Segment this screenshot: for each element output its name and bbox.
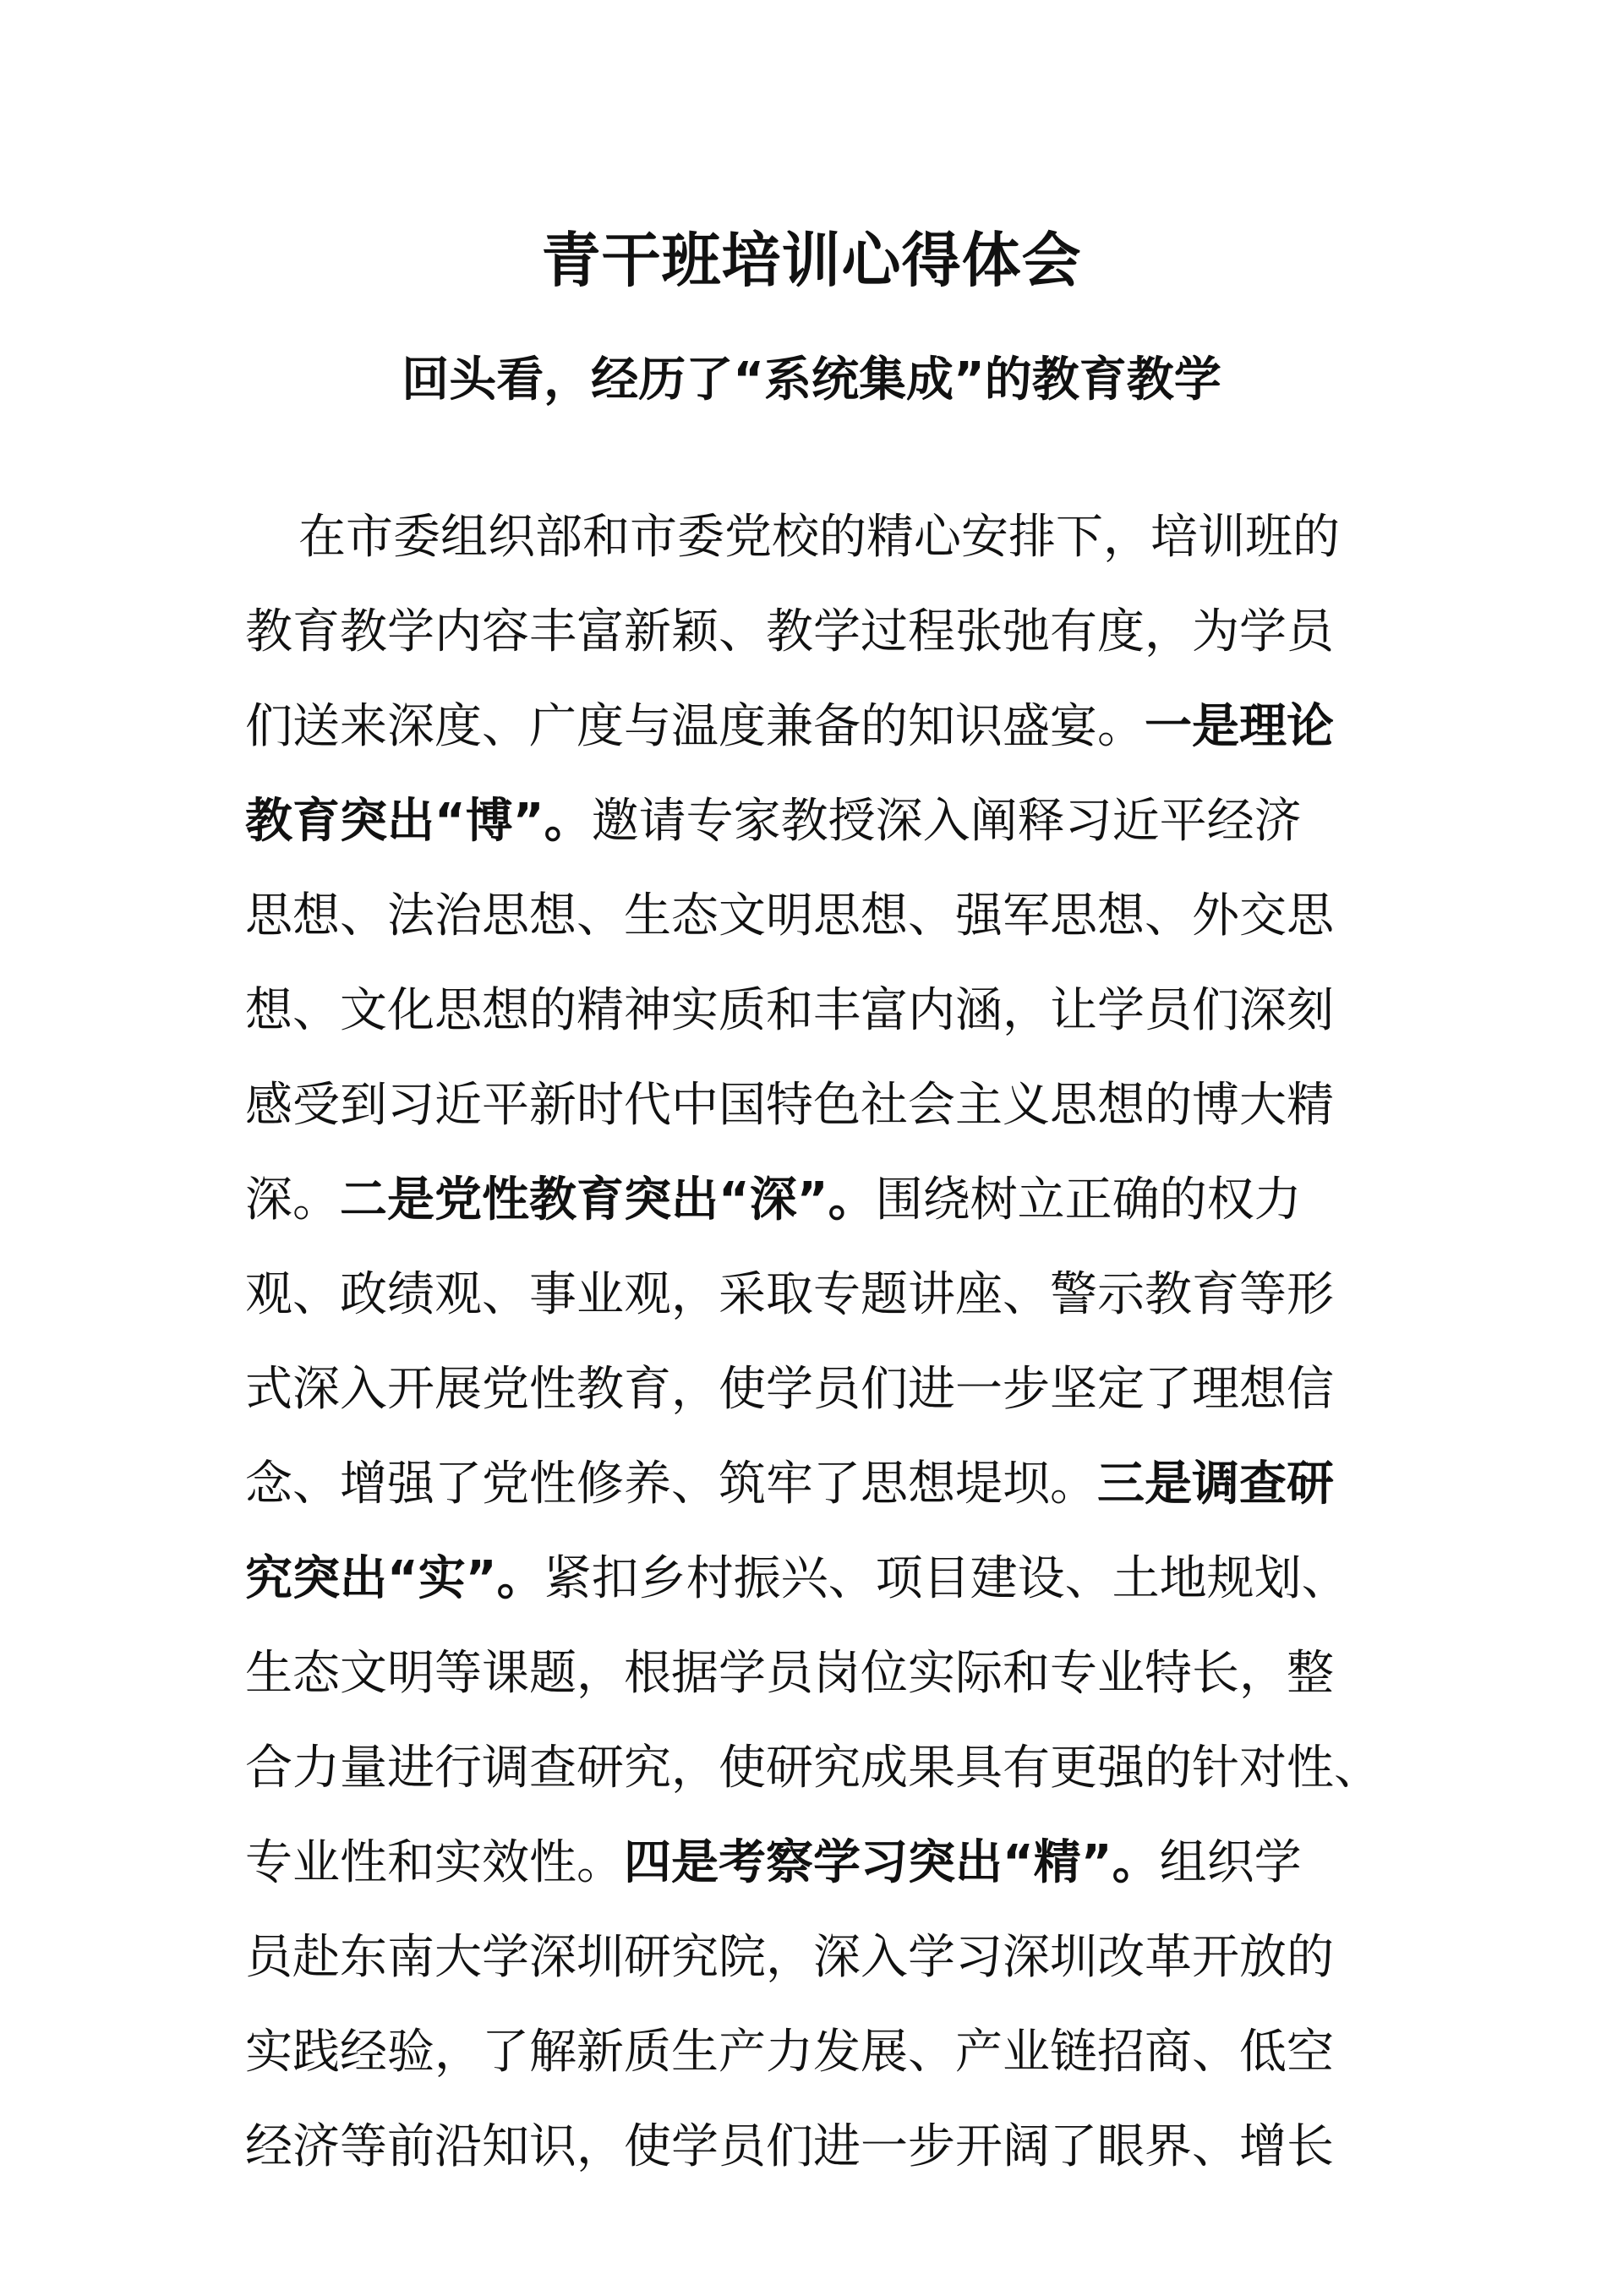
body-line [245,1437,1403,1532]
text-segment: 们送来深度、广度与温度兼备的知识盛宴。 [245,699,1145,754]
text-segment: 经济等前沿知识，使学员们进一步开阔了眼界、增长 [245,2119,1334,2174]
body-line [245,1816,1403,1911]
bold-heading-segment: 究突出“实”。 [245,1551,544,1606]
body-line [245,774,1403,869]
body-paragraph [245,490,1403,2195]
body-line [245,1248,1403,1342]
text-segment: 专业性和实效性。 [245,1835,624,1890]
text-segment: 教育教学内容丰富新颖、教学过程张弛有度，为学员 [245,604,1334,659]
text-segment: 紧扣乡村振兴、项目建设、土地规划、 [544,1551,1349,1606]
body-line [245,964,1403,1058]
body-line [245,1626,1403,1721]
bold-heading-segment: 四是考察学习突出“精”。 [624,1835,1160,1890]
body-line [245,490,1403,585]
text-segment: 思想、法治思想、生态文明思想、强军思想、外交思 [245,888,1334,943]
text-segment: 式深入开展党性教育，使学员们进一步坚定了理想信 [245,1362,1334,1417]
text-segment: 围绕树立正确的权力 [875,1173,1302,1227]
text-segment: 合力量进行调查研究，使研究成果具有更强的针对性、 [245,1741,1381,1796]
body-line [245,1153,1403,1248]
text-segment: 想、文化思想的精神实质和丰富内涵，让学员们深刻 [245,983,1334,1038]
body-line [245,1911,1403,2005]
body-line [245,585,1403,680]
text-segment: 深。 [245,1173,340,1227]
bold-heading-segment: 三是调查研 [1097,1457,1334,1512]
text-segment: 邀请专家教授深入阐释习近平经济 [591,794,1302,849]
text-segment: 念、增强了党性修养、筑牢了思想堤坝。 [245,1457,1097,1512]
body-line [245,680,1403,774]
document-title: 青干班培训心得体会 [541,226,1082,295]
text-segment: 感受到习近平新时代中国特色社会主义思想的博大精 [245,1078,1334,1133]
body-line [245,1721,1403,1816]
text-segment: 生态文明等课题，根据学员岗位实际和专业特长，整 [245,1646,1334,1701]
text-segment: 员赴东南大学深圳研究院，深入学习深圳改革开放的 [245,1930,1334,1985]
body-line [245,1342,1403,1437]
text-segment: 实践经验，了解新质生产力发展、产业链招商、低空 [245,2025,1334,2080]
bold-heading-segment: 教育突出“博”。 [245,794,592,849]
body-line [245,2100,1403,2195]
bold-heading-segment: 二是党性教育突出“深”。 [340,1173,876,1227]
body-line [245,2005,1403,2100]
text-segment: 在市委组织部和市委党校的精心安排下，培训班的 [298,510,1340,565]
bold-heading-segment: 一是理论 [1145,699,1334,754]
body-line [245,1532,1403,1626]
body-line [245,869,1403,964]
text-segment: 观、政绩观、事业观，采取专题讲座、警示教育等形 [245,1267,1334,1322]
text-segment: 组织学 [1159,1835,1302,1890]
document-subtitle: 回头看，经历了“系统集成”的教育教学 [402,353,1221,407]
body-line [245,1058,1403,1153]
